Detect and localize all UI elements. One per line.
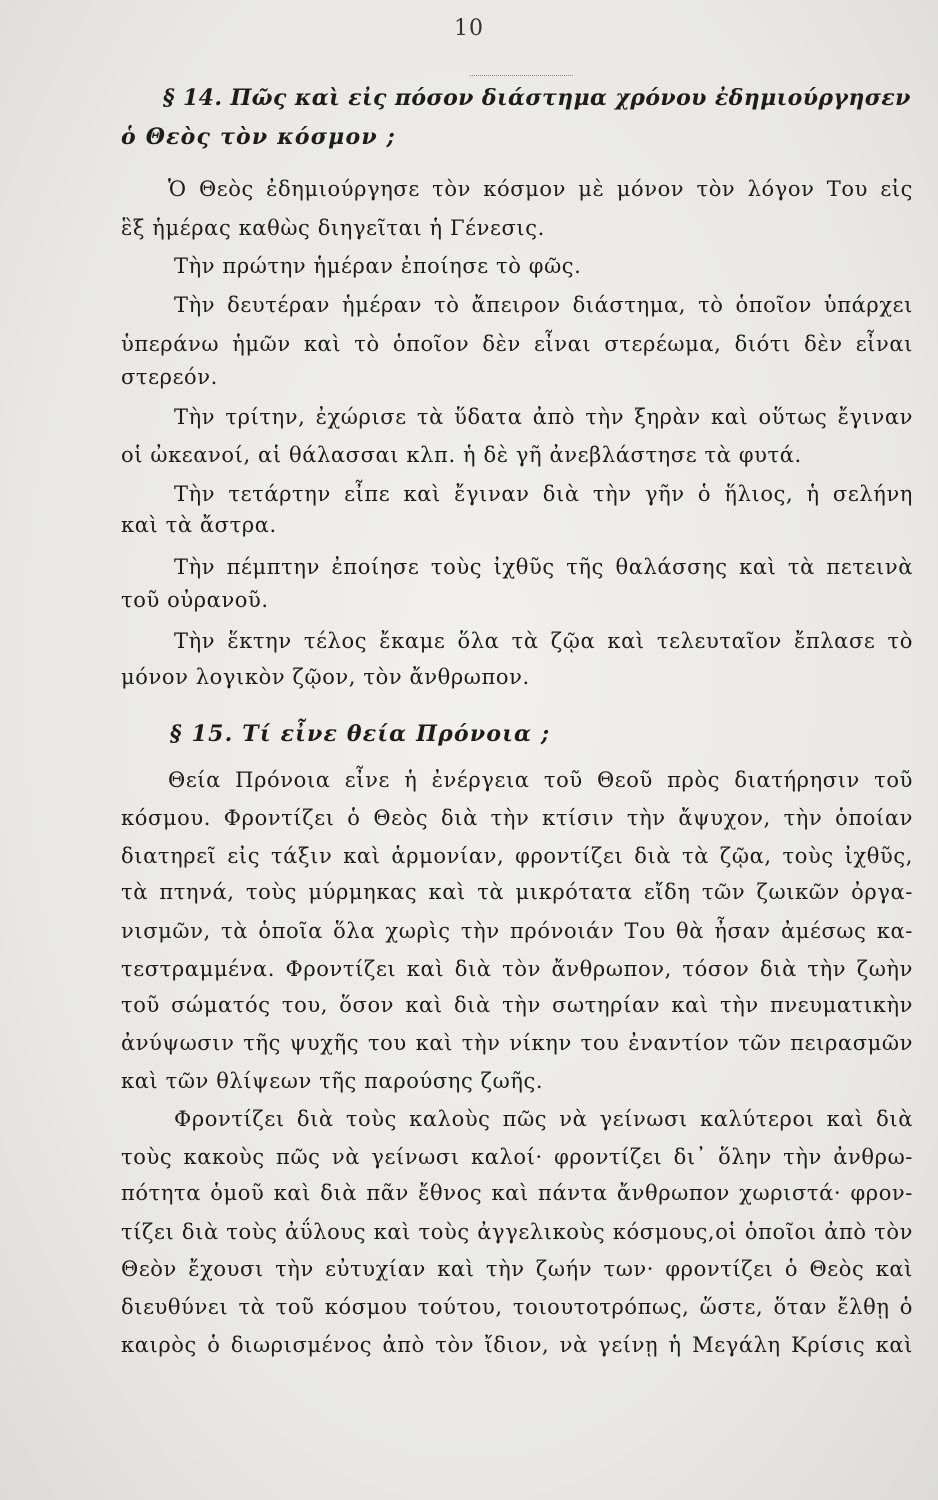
section-14-line: Τὴν πέμπτην ἐποίησε τοὺς ἰχθῦς τῆς θαλάσσης καὶ τὰ πετεινὰ (174, 555, 913, 579)
section-15-line: πότητα ὁμοῦ καὶ διὰ πᾶν ἔθνος καὶ πάντα ἄνθρωπον χωριστά· φρον- (121, 1181, 913, 1205)
section-15-line: τὰ πτηνά, τοὺς μύρμηκας καὶ τὰ μικρότατα εἴδη τῶν ζωικῶν ὀργα- (121, 880, 913, 904)
section-14-heading-line-2: ὁ Θεὸς τὸν κόσμον ; (121, 124, 397, 150)
section-14-line: Τὴν ἕκτην τέλος ἔκαμε ὅλα τὰ ζῷα καὶ τελευταῖον ἔπλασε τὸ (174, 629, 913, 653)
section-15-line: τεστραμμένα. Φροντίζει καὶ διὰ τὸν ἄνθρωπον, τόσον διὰ τὴν ζωὴν (121, 957, 913, 981)
section-14-line: Τὴν τετάρτην εἶπε καὶ ἔγιναν διὰ τὴν γῆν ὁ ἥλιος, ἡ σελήνη (174, 482, 913, 506)
section-14-line: Τὴν πρώτην ἡμέραν ἐποίησε τὸ φῶς. (174, 254, 582, 278)
section-15-line: τίζει διὰ τοὺς ἀΰλους καὶ τοὺς ἀγγελικοὺς κόσμους,οἱ ὁποῖοι ἀπὸ τὸν (121, 1220, 913, 1244)
section-15-line: νισμῶν, τὰ ὁποῖα ὅλα χωρὶς τὴν πρόνοιάν Του θὰ ἦσαν ἀμέσως κα- (121, 919, 913, 943)
section-15-line: Φροντίζει διὰ τοὺς καλοὺς πῶς νὰ γείνωσι καλύτεροι καὶ διὰ (174, 1107, 913, 1131)
section-15-line: διατηρεῖ εἰς τάξιν καὶ ἁρμονίαν, φροντίζει διὰ τὰ ζῷα, τοὺς ἰχθῦς, (121, 844, 913, 868)
section-15-line: Θεία Πρόνοια εἶνε ἡ ἐνέργεια τοῦ Θεοῦ πρὸς διατήρησιν τοῦ (168, 768, 913, 792)
section-15-line: κόσμου. Φροντίζει ὁ Θεὸς διὰ τὴν κτίσιν τὴν ἄψυχον, τὴν ὁποίαν (121, 806, 913, 830)
section-15-line: καιρὸς ὁ διωρισμένος ἀπὸ τὸν ἴδιον, νὰ γείνῃ ἡ Μεγάλη Κρίσις καὶ (121, 1333, 913, 1357)
section-15-line: διευθύνει τὰ τοῦ κόσμου τούτου, τοιουτοτρόπως, ὥστε, ὅταν ἔλθῃ ὁ (121, 1295, 913, 1319)
section-15-line: τοὺς κακοὺς πῶς νὰ γείνωσι καλοί· φροντίζει δι᾽ ὅλην τὴν ἀνθρω- (121, 1145, 913, 1169)
section-14-line: ἓξ ἡμέρας καθὼς διηγεῖται ἡ Γένεσις. (121, 216, 545, 240)
section-14-line: μόνον λογικὸν ζῷον, τὸν ἄνθρωπον. (121, 665, 530, 689)
section-14-line: οἱ ὠκεανοί, αἱ θάλασσαι κλπ. ἡ δὲ γῆ ἀνεβλάστησε τὰ φυτά. (121, 443, 802, 467)
section-15-heading: § 15. Τί εἶνε θεία Πρόνοια ; (170, 721, 551, 747)
section-14-line: Τὴν τρίτην, ἐχώρισε τὰ ὕδατα ἀπὸ τὴν ξηρὰν καὶ οὕτως ἔγιναν (174, 405, 913, 429)
section-15-line: Θεὸν ἔχουσι τὴν εὐτυχίαν καὶ τὴν ζωήν των· φροντίζει ὁ Θεὸς καὶ (121, 1257, 913, 1281)
section-14-heading-line-1: § 14. Πῶς καὶ εἰς πόσον διάστημα χρόνου ἐδημιούργησεν (163, 85, 911, 111)
section-14-line: τοῦ οὐρανοῦ. (121, 588, 269, 612)
section-14-line: ὑπεράνω ἡμῶν καὶ τὸ ὁποῖον δὲν εἶναι στερέωμα, διότι δὲν εἶναι (121, 332, 913, 356)
header-rule (470, 75, 573, 76)
section-15-line: τοῦ σώματός του, ὅσον καὶ διὰ τὴν σωτηρίαν καὶ τὴν πνευματικὴν (121, 993, 913, 1017)
section-15-line: ἀνύψωσιν τῆς ψυχῆς του καὶ τὴν νίκην του ἐναντίον τῶν πειρασμῶν (121, 1031, 913, 1055)
section-14-line: Τὴν δευτέραν ἡμέραν τὸ ἄπειρον διάστημα, τὸ ὁποῖον ὑπάρχει (174, 293, 913, 317)
section-14-line: Ὁ Θεὸς ἐδημιούργησε τὸν κόσμον μὲ μόνον τὸν λόγον Του εἰς (168, 177, 913, 201)
section-14-line: καὶ τὰ ἄστρα. (121, 513, 277, 537)
section-14-line: στερεόν. (121, 365, 218, 389)
page-number: 10 (454, 16, 484, 41)
section-15-line: καὶ τῶν θλίψεων τῆς παρούσης ζωῆς. (121, 1069, 544, 1093)
